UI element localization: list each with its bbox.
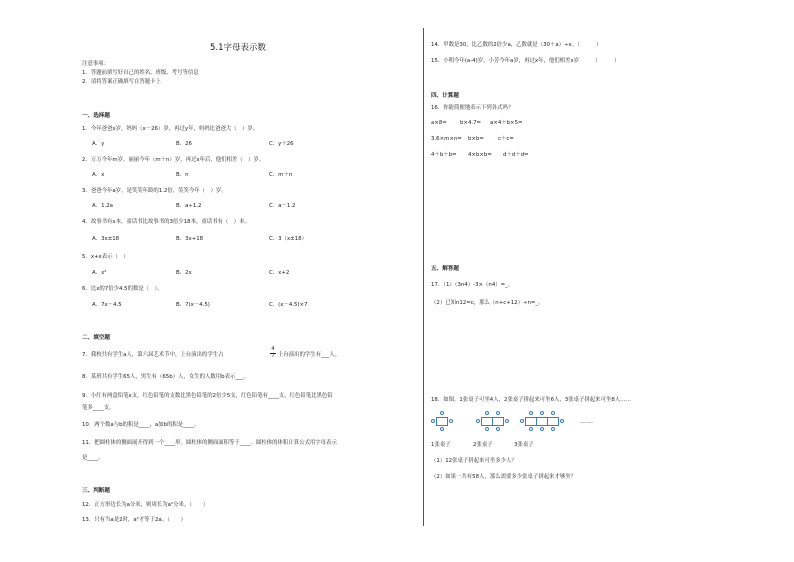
question-1-option-c: C．y＋26 [269,141,294,147]
calc-cell: 3.6×m×n= [431,136,462,142]
calc-cell: b×b= [468,136,484,142]
seat-icon [551,427,555,431]
question-4-stem: 4．故事书有x本，童话书比故事书的3倍少18本，童话书有（ ）本。 [82,219,250,225]
section-solve-heading: 五、解答题 [431,266,459,272]
section-judge-heading: 三、判断题 [82,488,110,494]
calc-cell: d＋d＋d= [503,152,529,158]
calc-cell: c＋c= [498,136,514,142]
question-6-option-b: B．7(x－4.5) [176,302,210,308]
tables-diagram [431,409,591,435]
question-5-option-a: A．x² [92,270,107,276]
question-2-option-a: A．x [92,172,105,178]
question-8-stem: 8．某班共有学生65人，男生有（65b）人，女生的人数用b表示___。 [82,374,249,380]
notes-item: 1．答题前填写好自己的姓名、班级、考号等信息 [82,70,199,76]
seat-icon [540,411,544,415]
seat-icon [496,427,500,431]
question-17-part-1: 17．（1）（3n4）-3×（n4）=_。 [431,282,514,288]
seat-icon [431,419,435,423]
seat-icon [505,419,509,423]
notes-item: 2．请将答案正确填写在答题卡上 [82,79,161,85]
question-4-option-a: A．3x±18 [92,236,120,242]
question-5-option-b: B．2x [176,270,192,276]
question-2-option-c: C．m＋n [269,172,293,178]
question-4-option-b: B．3x+18 [176,236,204,242]
calc-cell: 4×b×b= [468,152,492,158]
fraction-numerator: 4 [271,346,275,352]
question-5-option-c: C．x+2 [269,270,290,276]
question-1-option-a: A．y [92,141,105,147]
question-13-stem: 13．只有当a是2时，a²才等于2a。（ ） [82,517,186,523]
calc-cell: a×4＋b×5= [490,120,523,126]
question-11-stem-cont: 是____。 [82,455,104,461]
fraction-denominator: 7 [271,353,275,359]
section-fill-heading: 二、填空题 [82,335,110,341]
question-7-stem-end: 上台演出的学生有___人。 [278,352,340,358]
seat-icon [485,411,489,415]
table-shape [547,417,559,426]
calc-cell: 4＋b＋b= [431,152,457,158]
question-16-stem: 16．你能简便地表示下列各式吗？ [431,105,514,111]
section-choice-heading: 一、选择题 [82,113,110,119]
seat-icon [529,411,533,415]
question-15-stem: 15．小明今年(a-4)岁，小芳今年a岁，再过x年，他们相差x岁 （ ） [431,58,620,64]
question-3-option-c: C．a－1.2 [269,203,296,209]
seat-icon [496,411,500,415]
table-shape [436,417,448,426]
question-3-stem: 3．爸爸今年a岁，是笑笑年龄的1.2倍，笑笑今年（ ）岁。 [82,188,227,194]
seat-icon [440,411,444,415]
continuation-dots: …… [580,418,594,425]
seat-icon [520,419,524,423]
calc-cell: b×4.7= [460,120,482,126]
question-3-option-a: A．1.2a [92,203,113,209]
notes-heading: 注意事项： [82,61,109,67]
question-6-stem: 6．比x的7倍少4.5的数是（ ）。 [82,286,163,292]
seat-icon [529,427,533,431]
question-18-sub-2: （2）如果一共有58人，那么需要多少张桌子拼起来才够坐？ [431,474,577,480]
seat-icon [449,419,453,423]
question-6-option-c: C．(x－4.5)×7 [269,302,308,308]
diagram-label: 2张桌子 [473,442,493,448]
question-14-stem: 14．甲数是30，比乙数的2倍少a，乙数就是（30＋a）÷x。（ ） [431,42,602,48]
question-10-stem: 10．两个数a与b的积是____，a加b的积是____。 [82,422,200,428]
question-9-stem-cont: 笔多____支。 [82,405,115,411]
question-11-stem: 11．把圆柱体的侧面展开得到一个____形。圆柱体的侧面面积等于____。圆柱体的体积计算公式用字母表示 [82,440,337,446]
question-5-stem: 5．x+x表示（ ） [82,254,129,260]
seat-icon [476,419,480,423]
question-1-stem: 1．今年爸爸x岁，妈妈（x－26）岁，再过y年，妈妈比爸爸大（ ）岁。 [82,126,259,132]
diagram-label: 1张桌子 [431,442,451,448]
question-2-stem: 2．万万今年m岁，丽丽今年（m＋n）岁，再过x年后，他们相差（ ）岁。 [82,157,265,163]
diagram-label: 3张桌子 [514,442,534,448]
question-12-stem: 12．正方形边长为a分米，则周长为a²分米。（ ） [82,502,209,508]
question-6-option-a: A．7x－4.5 [92,302,122,308]
section-calc-heading: 四、计算题 [431,93,459,99]
column-divider [423,28,424,526]
question-7-stem: 7．我校共有学生a人，第六届艺术节中，上台演出的学生占 [82,352,224,358]
page-title: 5.1字母表示数 [210,43,267,53]
table-shape [492,417,504,426]
seat-icon [551,411,555,415]
question-9-stem: 9．小红有两盒铅笔x支，红色铅笔的支数比黑色铅笔的2倍少5支，红色铅笔有____支，红色铅笔比黑色铅 [82,393,333,399]
question-17-part-2: （2）已知n12=c，那么（n+c+12）÷n=_。 [431,300,544,306]
question-4-option-c: C．3（x±18） [269,236,307,242]
seat-icon [440,427,444,431]
question-18-stem: 18．如图，1张桌子可坐4人，2张桌子拼起来可坐6人，3张桌子拼起来可坐8人…… [431,397,631,403]
seat-icon [485,427,489,431]
question-18-sub-1: （1）12张桌子拼起来可坐多少人？ [431,458,517,464]
calc-cell: a×8= [431,120,447,126]
seat-icon [560,419,564,423]
question-1-option-b: B．26 [176,141,192,147]
question-3-option-b: B．a÷1.2 [176,203,202,209]
seat-icon [540,427,544,431]
question-2-option-b: B．n [176,172,189,178]
